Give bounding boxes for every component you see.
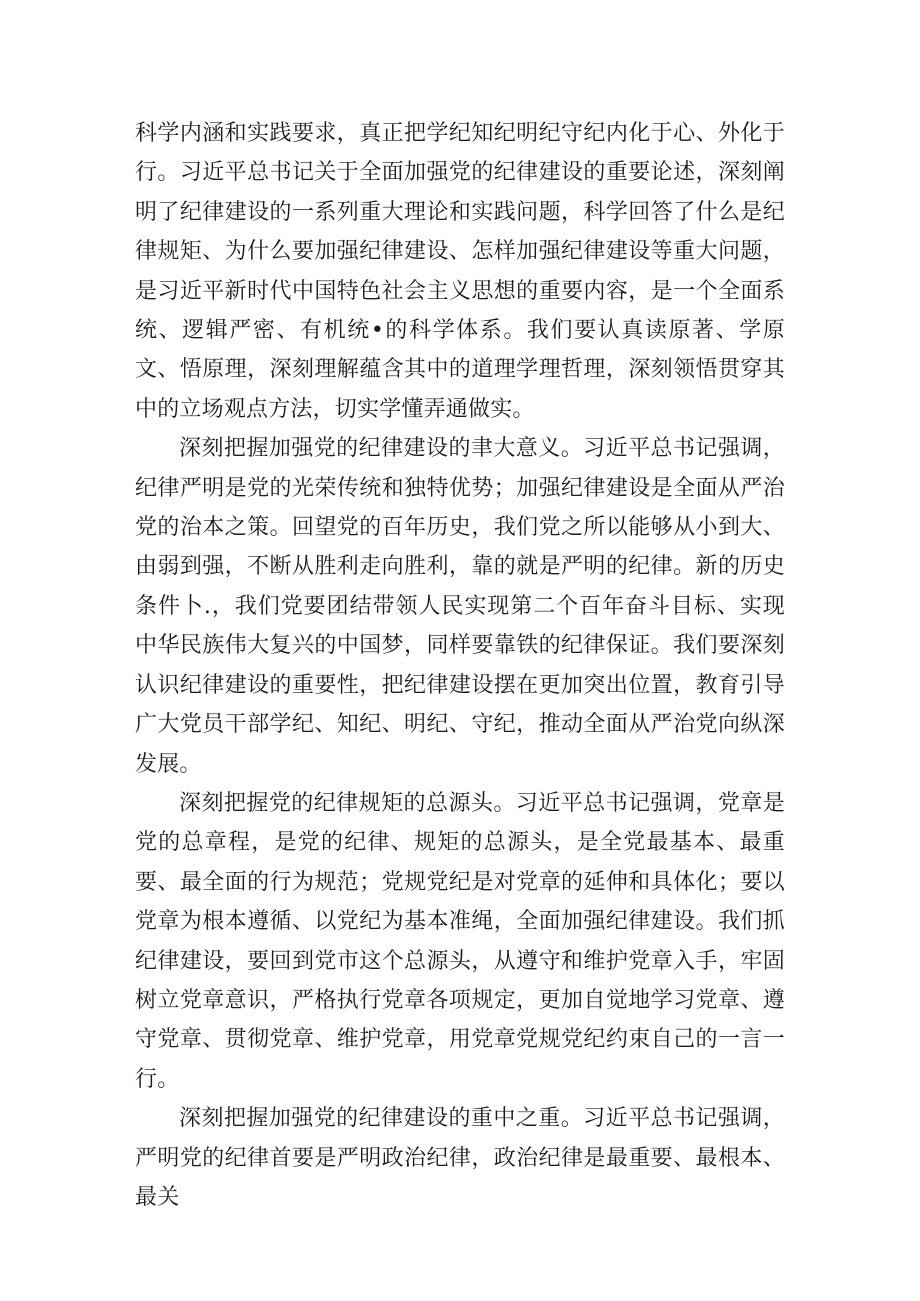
paragraph-political-discipline: 深刻把握加强党的纪律建设的重中之重。习近平总书记强调，严明党的纪律首要是严明政治纪律，政治纪律是最重要、最根本、最关 bbox=[135, 1106, 785, 1210]
document-page bbox=[135, 114, 785, 1217]
paragraph-significance: 深刻把握加强党的纪律建设的聿大意义。习近平总书记强调，纪律严明是党的光荣传统和独特优势；加强纪律建设是全面从严治党的治本之策。回望党的百年历史，我们党之所以能够从小到大、由弱到强，不断从胜利走向胜利，靠的就是严明的纪律。新的历史条件卜.，我们党要团结带领人民实现第二个百年奋斗目标、实现中华民族伟大复兴的中国梦，同样要靠铁的纪律保证。我们要深刻认识纪律建设的重要性，把纪律建设摆在更加突出位置，教育引导广大党员干部学纪、知纪、明纪、守纪，推动全面从严治党向纵深发展。 bbox=[135, 436, 785, 777]
paragraph-party-constitution: 深刻把握党的纪律规矩的总源头。习近平总书记强调，党章是党的总章程，是党的纪律、规矩的总源头，是全党最基本、最重要、最全面的行为规范；党规党纪是对党章的延伸和具体化；要以党章为根本遵循、以党纪为基本准绳，全面加强纪律建设。我们抓纪律建设，要回到党市这个总源头，从遵守和维护党章入手，牢固树立党章意识，严格执行党章各项规定，更加自觉地学习党章、遵守党章、贯彻党章、维护党章，用党章党规党纪约束自己的一言一行。 bbox=[135, 790, 785, 1092]
paragraph-continuation: 科学内涵和实践要求，真正把学纪知纪明纪守纪内化于心、外化于行。习近平总书记关于全面加强党的纪律建设的重要论述，深刻阐明了纪律建设的一系列重大理论和实践问题，科学回答了什么是纪律规矩、为什么要加强纪律建设、怎样加强纪律建设等重大问题，是习近平新时代中国特色社会主义思想的重要内容，是一个全面系统、逻辑严密、有机统•的科学体系。我们要认真读原著、学原文、悟原理，深刻理解蕴含其中的道理学理哲理，深刻领悟贯穿其中的立场观点方法，切实学懂弄通做实。 bbox=[135, 121, 785, 422]
